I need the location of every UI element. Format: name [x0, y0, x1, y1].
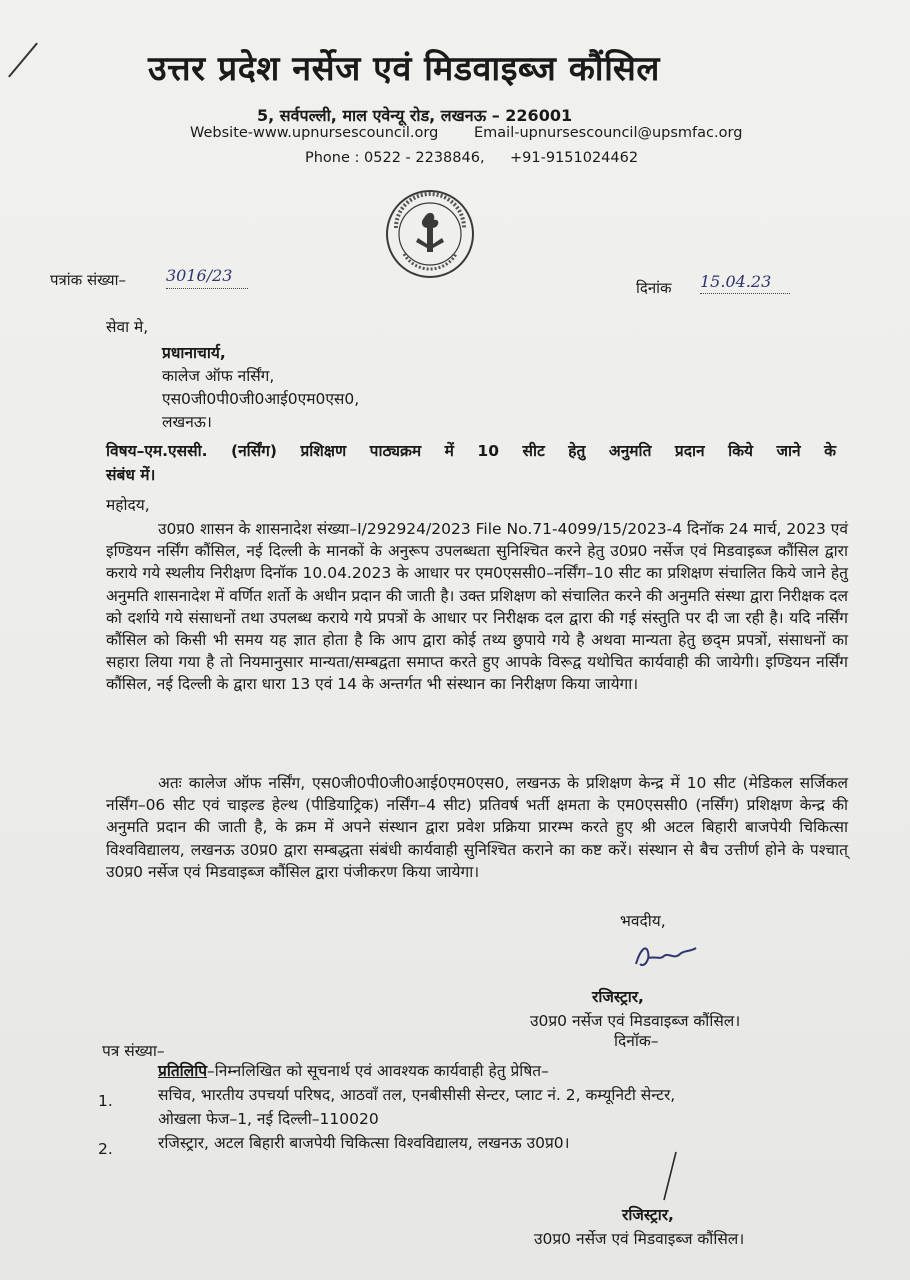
ref-number: 3016/23	[166, 266, 233, 285]
letterhead-website: Website-www.upnursescouncil.org	[190, 125, 439, 141]
ref-underline	[166, 288, 248, 289]
salutation: महोदय,	[106, 496, 150, 514]
council-seal-icon	[384, 188, 476, 280]
recipient-college: कालेज ऑफ नर्सिंग,	[162, 367, 275, 385]
pen-mark	[8, 43, 38, 78]
sign-org: उ0प्र0 नर्सेज एवं मिडवाइब्ज कौंसिल।	[530, 1012, 741, 1030]
copy-sign-title: रजिस्ट्रार,	[622, 1206, 674, 1224]
letterhead-mobile: +91-9151024462	[510, 150, 639, 166]
subject-line-1: विषय–एम.एससी. (नर्सिंग) प्रशिक्षण पाठ्यक्रम में 10 सीट हेतु अनुमति प्रदान किये जाने के	[106, 442, 836, 460]
recipient-to: सेवा मे,	[106, 318, 149, 336]
signature-icon	[630, 938, 700, 974]
date-underline	[700, 293, 790, 294]
recipient-city: लखनऊ।	[162, 413, 212, 431]
ref-label: पत्रांक संख्या–	[50, 271, 126, 289]
copy-item-2-num: 2.	[98, 1140, 113, 1158]
body-paragraph-1: उ0प्र0 शासन के शासनादेश संख्या–I/292924/2023 File No.71-4099/15/2023-4 दिनॉक 24 मार्च, 2023 एवं इण्डियन नर्सिंग कौंसिल, नई दिल्ली के मानकों के अनुरूप उपलब्धता सुनिश्चित करने हेतु उ0प्र0 नर्सेज एवं मिडवाइब्ज कौंसिल द्वारा कराये गये स्थलीय निरीक्षण दिनॉक 10.04.2023 के आधार पर एम0एससी0–नर्सिंग–10 सीट का प्रशिक्षण संचालित किये जाने हेतु अनुमति शासनादेश में वर्णित शर्तो के अधीन प्रदान की जाती है। उक्त प्रशिक्षण को संचालित करने की अनुमति संस्था द्वारा निरीक्षक दल को दर्शाये गये संसाधनों तथा उपलब्ध कराये गये प्रपत्रों के आधार पर निरीक्षक दल द्वारा की गई संस्तुति पर दी जा रही है। यदि नर्सिंग कौंसिल को किसी भी समय यह ज्ञात होता है कि आप द्वारा कोई तथ्य छुपाये गये है अथवा मान्यता हेतु छद्‌म प्रपत्रों, संसाधनों का सहारा लिया गया है तो नियमानुसार मान्यता/सम्बद्वता समाप्त करते हुए आपके विरूद्व यथोचित कार्यवाही की जायेगी। इण्डियन नर्सिंग कौंसिल, नई दिल्ली के द्वारा धारा 13 एवं 14 के अन्तर्गत भी संस्थान का निरीक्षण किया जायेगा।	[106, 520, 848, 694]
copy-item-1-line-2: ओखला फेज–1, नई दिल्ली–110020	[158, 1110, 379, 1128]
copy-ref-label: पत्र संख्या–	[102, 1042, 165, 1060]
copy-sign-org: उ0प्र0 नर्सेज एवं मिडवाइब्ज कौंसिल।	[534, 1230, 745, 1248]
copy-heading	[158, 1060, 549, 1083]
recipient-designation: प्रधानाचार्य,	[162, 344, 226, 362]
date-value: 15.04.23	[700, 272, 772, 291]
copy-date-label: दिनॉक–	[614, 1032, 659, 1050]
letterhead-address: 5, सर्वपल्ली, माल एवेन्यू रोड, लखनऊ – 226001	[257, 106, 573, 125]
copy-item-1-num: 1.	[98, 1092, 113, 1110]
body-paragraph-2: अतः कालेज ऑफ नर्सिंग, एस0जी0पी0जी0आई0एम0एस0, लखनऊ के प्रशिक्षण केन्द्र में 10 सीट (मेडिकल सर्जिकल नर्सिंग–06 सीट एवं चाइल्ड हेल्थ (पीडियाट्रिक) नर्सिंग–4 सीट) प्रतिवर्ष भर्ती क्षमता के एम0एससी0 (नर्सिंग) प्रशिक्षण केन्द्र की अनुमति प्रदान की जाती है, के क्रम में अपने संस्थान द्वारा प्रवेश प्रक्रिया प्रारम्भ करते हुए श्री अटल बिहारी बाजपेयी चिकित्सा विश्वविद्यालय, लखनऊ उ0प्र0 द्वारा सम्बद्धता संबंधी कार्यवाही सुनिश्चित कराने का कष्ट करें। संस्थान से बैच उत्तीर्ण होने के पश्चात् उ0प्र0 नर्सेज एवं मिडवाइब्ज कौंसिल द्वारा पंजीकरण किया जायेगा।	[106, 774, 848, 881]
sign-title: रजिस्ट्रार,	[592, 988, 644, 1006]
closing: भवदीय,	[620, 912, 666, 930]
letterhead-email: Email-upnursescouncil@upsmfac.org	[474, 125, 743, 141]
letterhead-title: उत्तर प्रदेश नर्सेज एवं मिडवाइब्ज कौंसिल	[148, 49, 660, 89]
initial-mark-icon	[660, 1150, 680, 1202]
copy-item-1-line-1: सचिव, भारतीय उपचर्या परिषद, आठवॉं तल, एनबीसीसी सेन्टर, प्लाट नं. 2, कम्यूनिटी सेन्टर,	[158, 1086, 676, 1104]
copy-heading-bold: प्रतिलिपि	[158, 1062, 208, 1080]
copy-item-2-line-1: रजिस्ट्रार, अटल बिहारी बाजपेयी चिकित्सा विश्वविद्यालय, लखनऊ उ0प्र0।	[158, 1134, 570, 1152]
recipient-institute: एस0जी0पी0जी0आई0एम0एस0,	[162, 390, 360, 408]
subject-line-2: संबंध में।	[106, 466, 156, 484]
copy-heading-rest: –निम्नलिखित को सूचनार्थ एवं आवश्यक कार्यवाही हेतु प्रेषित–	[207, 1062, 549, 1080]
date-label: दिनांक	[636, 279, 672, 297]
letterhead-phone: Phone : 0522 - 2238846,	[305, 150, 485, 166]
